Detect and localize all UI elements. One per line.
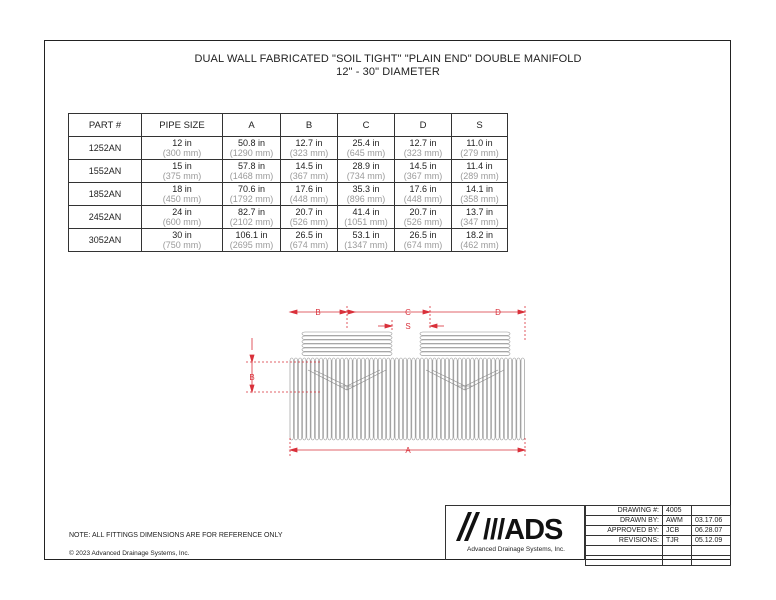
header-s: S <box>452 114 508 137</box>
table-row <box>69 183 508 206</box>
cell-c: 28.9 in (734 mm) <box>338 160 395 183</box>
title-block-row <box>586 506 731 516</box>
cell-part: 3052AN <box>69 229 142 252</box>
title-block-value: 4005 <box>663 506 692 516</box>
cell-a: 57.8 in (1468 mm) <box>223 160 281 183</box>
cell-part: 1252AN <box>69 137 142 160</box>
cell-s: 18.2 in (462 mm) <box>452 229 508 252</box>
cell-d: 20.7 in (526 mm) <box>395 206 452 229</box>
title-block-date <box>692 506 731 516</box>
cell-d: 12.7 in (323 mm) <box>395 137 452 160</box>
cell-a: 106.1 in (2695 mm) <box>223 229 281 252</box>
cell-size: 24 in (600 mm) <box>142 206 223 229</box>
header-b: B <box>281 114 338 137</box>
title-block-value: JCB <box>663 526 692 536</box>
cell-s: 11.4 in (289 mm) <box>452 160 508 183</box>
cell-c: 35.3 in (896 mm) <box>338 183 395 206</box>
reference-note: NOTE: ALL FITTINGS DIMENSIONS ARE FOR REFERENCE ONLY <box>69 532 283 539</box>
cell-d: 14.5 in (367 mm) <box>395 160 452 183</box>
ads-logo-icon <box>446 506 586 546</box>
copyright: © 2023 Advanced Drainage Systems, Inc. <box>69 550 190 557</box>
cell-a: 70.6 in (1792 mm) <box>223 183 281 206</box>
table-row <box>69 160 508 183</box>
ads-logo-subtitle: Advanced Drainage Systems, Inc. <box>467 546 565 553</box>
cell-size: 30 in (750 mm) <box>142 229 223 252</box>
header-pipe-size: PIPE SIZE <box>142 114 223 137</box>
header-c: C <box>338 114 395 137</box>
title-block-row <box>586 536 731 546</box>
table-row <box>69 137 508 160</box>
dimension-table <box>68 113 508 252</box>
title-block-value: AWM <box>663 516 692 526</box>
dim-label-s: S <box>405 322 411 331</box>
title-block-value: TJR <box>663 536 692 546</box>
cell-c: 41.4 in (1051 mm) <box>338 206 395 229</box>
cell-a: 82.7 in (2102 mm) <box>223 206 281 229</box>
title-block <box>585 505 731 566</box>
title-block-label <box>586 546 663 556</box>
ads-logo-text: ///ADS <box>483 514 563 546</box>
title-block-label <box>586 556 663 566</box>
title-block-date <box>692 546 731 556</box>
table-row <box>69 206 508 229</box>
cell-b: 20.7 in (526 mm) <box>281 206 338 229</box>
title-block-row <box>586 526 731 536</box>
cell-b: 12.7 in (323 mm) <box>281 137 338 160</box>
table-header-row <box>69 114 508 137</box>
title-block-date: 05.12.09 <box>692 536 731 546</box>
dim-label-c: C <box>405 308 411 317</box>
cell-size: 18 in (450 mm) <box>142 183 223 206</box>
drawing-title: DUAL WALL FABRICATED "SOIL TIGHT" "PLAIN END" DOUBLE MANIFOLD <box>194 53 582 65</box>
cell-b: 14.5 in (367 mm) <box>281 160 338 183</box>
cell-c: 25.4 in (645 mm) <box>338 137 395 160</box>
cell-s: 14.1 in (358 mm) <box>452 183 508 206</box>
title-block-label: APPROVED BY: <box>586 526 663 536</box>
cell-size: 12 in (300 mm) <box>142 137 223 160</box>
cell-part: 1852AN <box>69 183 142 206</box>
title-block-label: REVISIONS: <box>586 536 663 546</box>
title-block-date: 03.17.06 <box>692 516 731 526</box>
table-row <box>69 229 508 252</box>
header-a: A <box>223 114 281 137</box>
title-block-row <box>586 516 731 526</box>
title-block-label: DRAWING #: <box>586 506 663 516</box>
cell-d: 26.5 in (674 mm) <box>395 229 452 252</box>
header-part: PART # <box>69 114 142 137</box>
title-block-row <box>586 556 731 566</box>
header-d: D <box>395 114 452 137</box>
manifold-drawing <box>249 300 535 460</box>
ads-logo-box <box>445 505 585 560</box>
cell-part: 1552AN <box>69 160 142 183</box>
pipe-body <box>290 332 524 440</box>
drawing-subtitle: 12" - 30" DIAMETER <box>336 66 440 78</box>
cell-b: 17.6 in (448 mm) <box>281 183 338 206</box>
cell-part: 2452AN <box>69 206 142 229</box>
dim-label-d: D <box>495 308 501 317</box>
dim-label-b: B <box>315 308 321 317</box>
dim-label-a: A <box>405 446 411 455</box>
title-block-date: 06.28.07 <box>692 526 731 536</box>
dim-label-b-vertical: B <box>249 373 255 382</box>
title-block-value <box>663 546 692 556</box>
title-block-value <box>663 556 692 566</box>
cell-s: 13.7 in (347 mm) <box>452 206 508 229</box>
cell-size: 15 in (375 mm) <box>142 160 223 183</box>
cell-s: 11.0 in (279 mm) <box>452 137 508 160</box>
cell-a: 50.8 in (1290 mm) <box>223 137 281 160</box>
cell-b: 26.5 in (674 mm) <box>281 229 338 252</box>
cell-c: 53.1 in (1347 mm) <box>338 229 395 252</box>
title-block-row <box>586 546 731 556</box>
title-block-date <box>692 556 731 566</box>
cell-d: 17.6 in (448 mm) <box>395 183 452 206</box>
title-block-label: DRAWN BY: <box>586 516 663 526</box>
